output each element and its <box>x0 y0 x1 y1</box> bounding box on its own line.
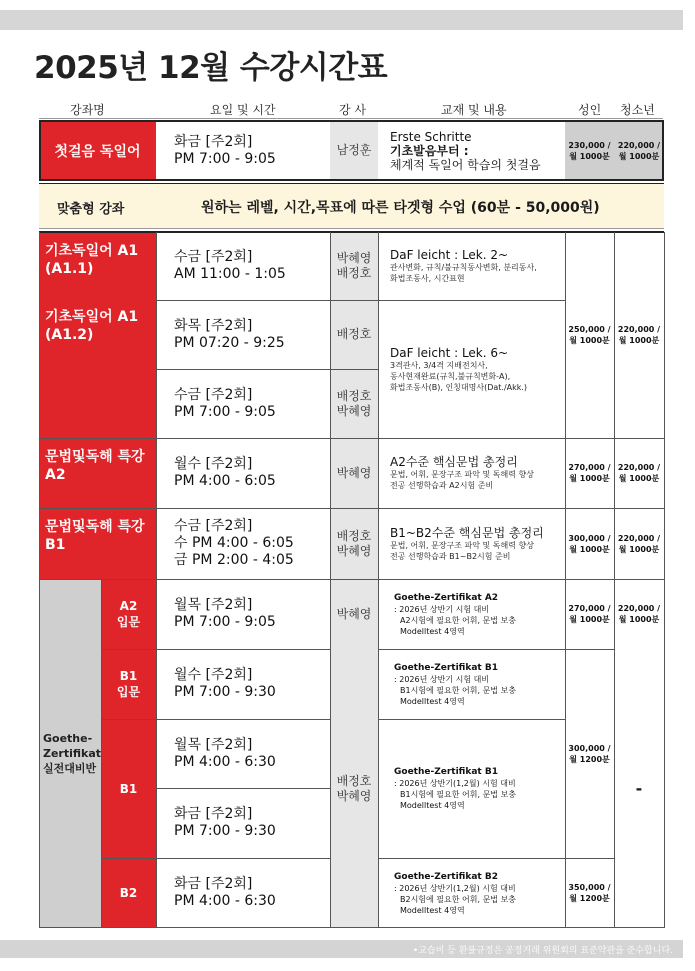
price-unit: 월 1200분 <box>569 894 610 903</box>
content-sub: 3격관사, 3/4격 지배전치사, <box>390 360 488 370</box>
youth-price-a1 <box>614 232 664 438</box>
top-bar <box>0 10 683 30</box>
content-line: Erste Schritte <box>390 129 472 144</box>
group-name-line: Goethe- <box>43 732 93 745</box>
price-unit: 월 1200분 <box>569 754 610 764</box>
grid-line <box>101 719 330 720</box>
page-title: 2025년 12월 수강시간표 <box>34 50 388 86</box>
header-youth: 청소년 <box>620 103 655 117</box>
schedule-a12-1 <box>156 300 330 369</box>
price: 300,000 / <box>568 743 611 753</box>
time: PM 7:00 - 9:05 <box>174 403 276 420</box>
days: 월목 [주2회] <box>174 736 253 753</box>
price: - <box>635 779 643 798</box>
youth-price-grammar-b1 <box>614 508 664 579</box>
teacher-grammar-b1 <box>330 508 378 579</box>
teacher-name: 배정호 <box>336 528 372 543</box>
course-a12-name <box>45 308 156 344</box>
teacher-a12-1 <box>330 300 378 369</box>
group-name-line: 실전대비반 <box>43 762 97 775</box>
course-name-line: 기초독일어 A1 <box>45 309 139 325</box>
content-sub: B2시험에 필요한 어휘, 문법 보충 <box>400 894 517 904</box>
level-goethe-b2 <box>101 858 156 928</box>
days: 화금 [주2회] <box>174 876 253 892</box>
price: 220,000 / <box>617 463 661 472</box>
price: 220,000 / <box>617 140 661 150</box>
time: AM 11:00 - 1:05 <box>174 266 286 282</box>
course-name-line: B1 <box>45 537 66 553</box>
price: 300,000 / <box>568 533 611 543</box>
grid-line <box>614 232 615 928</box>
level-label: B2 <box>119 886 138 900</box>
youth-price-grammar-a2 <box>614 438 664 508</box>
schedule-goethe-a2 <box>156 579 330 649</box>
course-name-line: 문법및독해 특강 <box>45 519 145 535</box>
time: PM 7:00 - 9:30 <box>174 684 276 700</box>
time: PM 4:00 - 6:30 <box>174 753 276 770</box>
level-label: 입문 <box>116 685 141 699</box>
time: PM 7:00 - 9:30 <box>174 823 276 839</box>
content-a12 <box>378 300 565 438</box>
content-sub: A2시험에 필요한 어휘, 문법 보충 <box>400 615 517 625</box>
grid-line <box>156 300 565 301</box>
days: 월목 [주2회] <box>174 597 253 613</box>
content-sub: 전공 선행학습과 B1~B2시험 준비 <box>390 551 511 561</box>
adult-price-a1 <box>565 232 614 438</box>
adult-price-grammar-a2 <box>565 438 614 508</box>
level-label: 입문 <box>116 615 141 629</box>
grid-line <box>330 232 331 928</box>
youth-price-goethe-b <box>614 649 664 928</box>
price: 220,000 / <box>617 325 661 334</box>
schedule-goethe-b1-2 <box>156 788 330 858</box>
schedule-goethe-b1-intro <box>156 649 330 719</box>
course-name-line: (A1.1) <box>45 261 94 277</box>
time: PM 4:00 - 6:05 <box>174 473 276 489</box>
custom-course-label: 맞춤형 강좌 <box>57 202 125 217</box>
footer-bar <box>0 940 683 958</box>
time: 금 PM 2:00 - 4:05 <box>174 552 294 568</box>
grid-line <box>378 232 379 928</box>
price: 220,000 / <box>617 533 661 543</box>
level-goethe-b1-intro <box>101 649 156 719</box>
content-goethe-b2 <box>378 858 565 928</box>
content-a11 <box>378 232 565 300</box>
time: 수 PM 4:00 - 6:05 <box>174 535 294 551</box>
price: 270,000 / <box>568 604 611 613</box>
price-unit: 월 1000분 <box>569 474 610 483</box>
teacher-name: 배정호 <box>336 773 372 788</box>
course-name-line: 기초독일어 A1 <box>45 243 139 259</box>
price: 350,000 / <box>568 883 611 892</box>
course-name-line: 문법및독해 특강 <box>45 449 145 465</box>
course-a11-name <box>45 242 156 278</box>
adult-price-goethe-b1 <box>565 649 614 858</box>
grid-line <box>101 858 330 859</box>
header-schedule: 요일 및 시간 <box>210 103 276 117</box>
price-unit: 월 1000분 <box>618 615 660 624</box>
days: 수금 [주2회] <box>174 386 253 403</box>
custom-course-desc: 원하는 레벨, 시간,목표에 따른 타겟형 수업 (60분 - 50,000원) <box>201 200 600 216</box>
footer-note: •교습비 등 환불규정은 공정거래 위원회의 표준약관을 준수합니다. <box>412 946 673 956</box>
first-step-border <box>39 120 664 181</box>
content-sub: 화법조동사, 시간표현 <box>390 274 465 283</box>
content-title: Goethe-Zertifikat B1 <box>394 662 498 673</box>
content-grammar-a2 <box>378 438 565 508</box>
group-name-line: Zertifikat <box>43 747 101 760</box>
course-grammar-b1 <box>39 508 156 579</box>
teacher-name: 박혜영 <box>336 465 372 480</box>
content-sub: 문법, 어휘, 문장구조 파악 및 독해력 향상 <box>390 470 534 479</box>
price: 250,000 / <box>568 325 611 334</box>
content-line: 체계적 독일어 학습의 첫걸음 <box>390 157 541 172</box>
teacher-a11 <box>330 232 378 300</box>
teacher-name: 배정호 <box>336 266 372 280</box>
header-course: 강좌명 <box>70 103 105 117</box>
teacher-name: 박혜영 <box>336 606 372 621</box>
grid-line <box>664 232 665 928</box>
grid-line <box>565 232 566 928</box>
price: 230,000 / <box>568 140 611 150</box>
header-teacher: 강 사 <box>339 103 366 117</box>
content-sub: : 2026년 상반기 시험 대비 <box>394 674 490 684</box>
grid-line <box>101 649 330 650</box>
price-unit: 월 1000분 <box>569 544 610 554</box>
grid-line <box>156 788 330 789</box>
content-line: 기초발음부터 : <box>390 143 469 158</box>
course-name-line: A2 <box>45 467 66 483</box>
price-unit: 월 1000분 <box>569 615 610 624</box>
content-sub: : 2026년 상반기 시험 대비 <box>394 604 490 614</box>
price-unit: 월 1000분 <box>618 474 660 483</box>
level-goethe-a2 <box>101 579 156 649</box>
price-unit: 월 1000분 <box>618 544 660 554</box>
content-main: B1~B2수준 핵심문법 총정리 <box>390 525 544 540</box>
content-sub: B1시험에 필요한 어휘, 문법 보충 <box>400 685 517 695</box>
content-title: Goethe-Zertifikat B1 <box>394 767 498 777</box>
teacher-name: 박혜영 <box>336 788 372 803</box>
price-unit: 월 1000분 <box>569 336 610 345</box>
teacher-name: 배정호 <box>336 327 372 341</box>
level-goethe-b1 <box>101 719 156 858</box>
teacher-name: 박혜영 <box>336 403 372 418</box>
content-main: DaF leicht : Lek. 6~ <box>390 345 509 360</box>
days: 수금 [주2회] <box>174 249 253 265</box>
content-main: A2수준 핵심문법 총정리 <box>390 455 518 469</box>
schedule-a12-2 <box>156 369 330 438</box>
price-unit: 월 1000분 <box>618 151 660 161</box>
level-label: B1 <box>119 669 138 683</box>
content-sub: : 2026년 상반기(1,2월) 시험 대비 <box>394 779 516 788</box>
content-sub: : 2026년 상반기(1,2월) 시험 대비 <box>394 883 516 893</box>
course-a1 <box>39 232 156 438</box>
level-label: A2 <box>119 599 138 613</box>
grid-line <box>378 649 614 650</box>
teacher-name: 박혜영 <box>336 251 372 265</box>
teacher-a12-2 <box>330 369 378 438</box>
content-goethe-a2 <box>378 579 565 649</box>
content-sub: B1시험에 필요한 어휘, 문법 보충 <box>400 790 517 799</box>
content-sub: 관사변화, 규칙/불규칙동사변화, 분리동사, <box>390 263 537 272</box>
days: 화금 [주2회] <box>174 806 253 822</box>
grid-line <box>156 232 157 928</box>
days: 월수 [주2회] <box>174 456 253 472</box>
time: PM 7:00 - 9:05 <box>174 150 276 167</box>
course-goethe-group <box>39 579 101 928</box>
content-sub: 화법조동사(B), 인칭대명사(Dat./Akk.) <box>390 382 528 392</box>
price-unit: 월 1000분 <box>569 151 610 161</box>
content-sub: Modelltest 4영역 <box>400 801 465 810</box>
teacher-name: 배정호 <box>336 388 372 403</box>
teacher-goethe-a2 <box>330 579 378 649</box>
content-goethe-b1-intro <box>378 649 565 719</box>
content-sub: 문법, 어휘, 문장구조 파악 및 독해력 향상 <box>390 540 534 550</box>
content-grammar-b1 <box>378 508 565 579</box>
custom-course-row <box>39 183 664 229</box>
grid-line <box>378 719 565 720</box>
content-sub: 동사현재완료(규칙,불규칙변화-A), <box>390 371 511 381</box>
content-sub: 전공 선행학습과 A2시험 준비 <box>390 481 494 490</box>
days: 수금 [주2회] <box>174 518 253 534</box>
header-content: 교재 및 내용 <box>441 103 507 117</box>
price: 220,000 / <box>617 604 661 613</box>
youth-price-goethe-a2 <box>614 579 664 649</box>
days: 화금 [주2회] <box>174 133 253 150</box>
grid-line <box>39 579 664 580</box>
teacher-name: 남정훈 <box>336 143 372 157</box>
teacher-grammar-a2 <box>330 438 378 508</box>
adult-price-goethe-b2 <box>565 858 614 928</box>
time: PM 4:00 - 6:30 <box>174 893 276 909</box>
content-goethe-b1 <box>378 719 565 858</box>
content-title: Goethe-Zertifikat B2 <box>394 871 498 882</box>
content-main: DaF leicht : Lek. 2~ <box>390 248 509 262</box>
header-divider <box>39 118 663 119</box>
schedule-goethe-b1-1 <box>156 719 330 788</box>
content-sub: Modelltest 4영역 <box>400 626 465 636</box>
content-sub: Modelltest 4영역 <box>400 905 465 915</box>
schedule-a11 <box>156 232 330 300</box>
grid-line <box>39 508 664 509</box>
level-label: B1 <box>119 781 138 796</box>
course-first-step-label: 첫걸음 독일어 <box>54 143 141 160</box>
schedule-grammar-b1 <box>156 508 330 579</box>
content-title: Goethe-Zertifikat A2 <box>394 592 499 603</box>
grid-line <box>39 927 664 928</box>
schedule-goethe-b2 <box>156 858 330 928</box>
content-sub: Modelltest 4영역 <box>400 696 465 706</box>
grid-line <box>39 231 664 233</box>
price: 270,000 / <box>568 463 611 472</box>
grid-line <box>39 232 40 928</box>
teacher-goethe-b <box>330 649 378 928</box>
time: PM 7:00 - 9:05 <box>174 614 276 630</box>
grid-line <box>378 858 614 859</box>
header-adult: 성인 <box>578 103 602 117</box>
grid-line <box>101 579 102 928</box>
schedule-grammar-a2 <box>156 438 330 508</box>
days: 월수 [주2회] <box>174 667 253 683</box>
teacher-name: 박혜영 <box>336 543 372 558</box>
grid-line <box>156 369 378 370</box>
days: 화목 [주2회] <box>174 317 253 334</box>
time: PM 07:20 - 9:25 <box>174 334 285 351</box>
adult-price-grammar-b1 <box>565 508 614 579</box>
price-unit: 월 1000분 <box>618 336 660 345</box>
course-name-line: (A1.2) <box>45 327 94 343</box>
adult-price-goethe-a2 <box>565 579 614 649</box>
course-grammar-a2 <box>39 438 156 508</box>
grid-line <box>39 438 664 439</box>
